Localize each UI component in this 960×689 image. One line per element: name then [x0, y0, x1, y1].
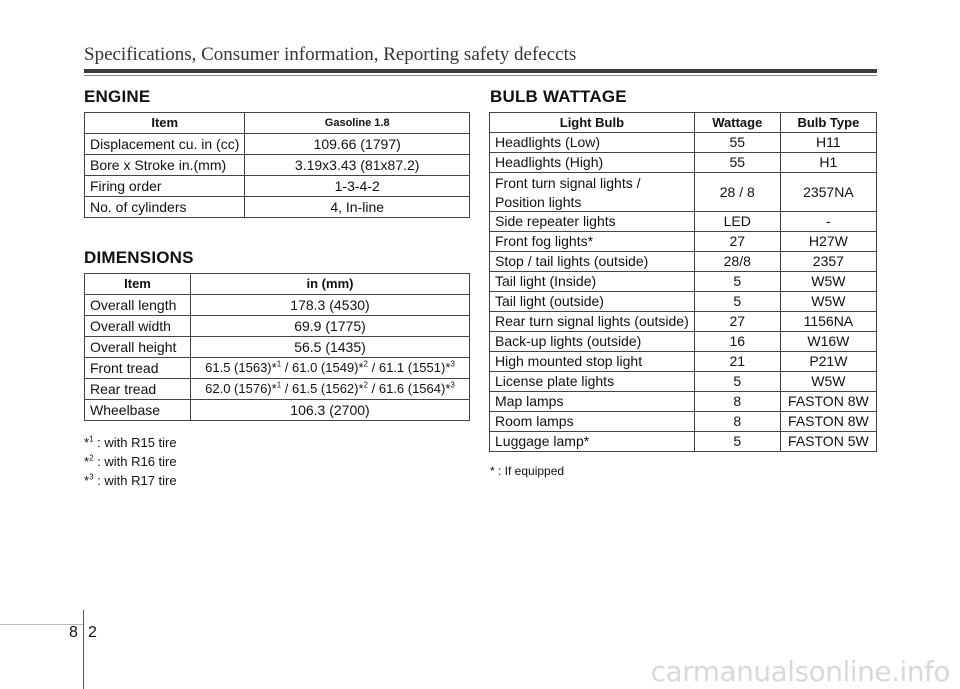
table-row — [490, 173, 877, 212]
table-cell: H11 — [780, 133, 876, 153]
footnote: *$^2$ : with R16 tire — [84, 453, 177, 469]
column-header: Light Bulb — [490, 113, 695, 133]
table-cell: Side repeater lights — [490, 212, 695, 232]
table-row — [85, 316, 470, 337]
table-cell: Tail light (outside) — [490, 292, 695, 312]
bulb-wattage-title: BULB WATTAGE — [490, 87, 627, 106]
footnote: *$^3$ : with R17 tire — [84, 472, 177, 488]
table-cell: 106.3 (2700) — [191, 400, 470, 421]
table-cell: 2357NA — [780, 173, 876, 212]
bulb-wattage-table — [489, 112, 877, 452]
table-row — [490, 332, 877, 352]
table-cell: Rear tread — [85, 379, 191, 400]
table-cell: 62.0 (1576)*$^1$ / 61.5 (1562)*$^2$ / 61.6 (1564)*$^3$ — [191, 379, 470, 400]
footer-divider — [83, 610, 84, 689]
table-cell: Room lamps — [490, 412, 695, 432]
dimensions-footnotes — [84, 433, 177, 490]
table-cell: Overall height — [85, 337, 191, 358]
dimensions-table — [84, 273, 470, 421]
table-row — [490, 232, 877, 252]
table-cell: 2357 — [780, 252, 876, 272]
table-row — [490, 272, 877, 292]
table-cell: 55 — [694, 133, 780, 153]
table-cell: Front turn signal lights / Position lights — [490, 173, 695, 212]
table-cell: Luggage lamp* — [490, 432, 695, 452]
table-cell: H1 — [780, 153, 876, 173]
table-row — [85, 134, 470, 155]
column-header: Gasoline 1.8 — [245, 113, 470, 134]
table-cell: 56.5 (1435) — [191, 337, 470, 358]
table-cell: 4, In-line — [245, 197, 470, 218]
table-cell: 55 — [694, 153, 780, 173]
table-cell: Bore x Stroke in.(mm) — [85, 155, 245, 176]
header-rule-thin — [84, 75, 877, 76]
table-cell: 28 / 8 — [694, 173, 780, 212]
table-row — [490, 372, 877, 392]
column-header: Bulb Type — [780, 113, 876, 133]
table-cell: 1156NA — [780, 312, 876, 332]
table-cell: Stop / tail lights (outside) — [490, 252, 695, 272]
dimensions-title: DIMENSIONS — [84, 248, 194, 267]
table-cell: 5 — [694, 432, 780, 452]
table-cell: 61.5 (1563)*$^1$ / 61.0 (1549)*$^2$ / 61.1 (1551)*$^3$ — [191, 358, 470, 379]
table-row — [490, 352, 877, 372]
table-row — [490, 133, 877, 153]
table-cell: 27 — [694, 312, 780, 332]
table-row — [85, 176, 470, 197]
engine-table — [84, 112, 470, 218]
table-cell: 109.66 (1797) — [245, 134, 470, 155]
table-cell: 1-3-4-2 — [245, 176, 470, 197]
table-row — [85, 337, 470, 358]
table-header-row — [490, 113, 877, 133]
engine-title: ENGINE — [84, 87, 151, 106]
bulb-footnote: * : If equipped — [490, 464, 565, 478]
table-row — [85, 400, 470, 421]
table-cell: 27 — [694, 232, 780, 252]
table-cell: W16W — [780, 332, 876, 352]
table-cell: FASTON 8W — [780, 392, 876, 412]
table-row — [85, 155, 470, 176]
table-cell: W5W — [780, 292, 876, 312]
table-header-row — [85, 113, 470, 134]
page-section-number: 8 — [69, 624, 78, 641]
table-cell: Overall length — [85, 295, 191, 316]
table-cell: FASTON 8W — [780, 412, 876, 432]
table-cell: Displacement cu. in (cc) — [85, 134, 245, 155]
header-rule — [84, 69, 877, 73]
table-cell: High mounted stop light — [490, 352, 695, 372]
table-cell: Firing order — [85, 176, 245, 197]
table-cell: 3.19x3.43 (81x87.2) — [245, 155, 470, 176]
column-header: in (mm) — [191, 274, 470, 295]
table-row — [490, 153, 877, 173]
table-row — [85, 379, 470, 400]
table-cell: No. of cylinders — [85, 197, 245, 218]
table-cell: Rear turn signal lights (outside) — [490, 312, 695, 332]
page-header-title: Specifications, Consumer information, Reporting safety defeccts — [84, 44, 577, 65]
table-cell: Overall width — [85, 316, 191, 337]
table-cell: W5W — [780, 372, 876, 392]
table-cell: 5 — [694, 272, 780, 292]
table-row — [490, 432, 877, 452]
table-cell: Front tread — [85, 358, 191, 379]
table-cell: 178.3 (4530) — [191, 295, 470, 316]
table-cell: - — [780, 212, 876, 232]
table-cell: Headlights (High) — [490, 153, 695, 173]
table-row — [85, 197, 470, 218]
table-row — [490, 252, 877, 272]
column-header: Item — [85, 113, 245, 134]
table-cell: 8 — [694, 392, 780, 412]
footnote: *$^1$ : with R15 tire — [84, 434, 177, 450]
table-cell: 5 — [694, 372, 780, 392]
table-cell: Back-up lights (outside) — [490, 332, 695, 352]
table-cell: Wheelbase — [85, 400, 191, 421]
table-row — [490, 392, 877, 412]
table-cell: LED — [694, 212, 780, 232]
table-cell: 8 — [694, 412, 780, 432]
table-cell: 28/8 — [694, 252, 780, 272]
table-cell: Headlights (Low) — [490, 133, 695, 153]
table-cell: P21W — [780, 352, 876, 372]
table-cell: 16 — [694, 332, 780, 352]
table-cell: Front fog lights* — [490, 232, 695, 252]
table-row — [490, 292, 877, 312]
table-cell: 69.9 (1775) — [191, 316, 470, 337]
table-row — [490, 212, 877, 232]
table-row — [85, 358, 470, 379]
table-row — [85, 295, 470, 316]
table-row — [490, 412, 877, 432]
table-cell: FASTON 5W — [780, 432, 876, 452]
table-cell: H27W — [780, 232, 876, 252]
watermark: carmanualsonline.info — [650, 655, 950, 688]
table-cell: Map lamps — [490, 392, 695, 412]
table-cell: License plate lights — [490, 372, 695, 392]
column-header: Item — [85, 274, 191, 295]
table-cell: W5W — [780, 272, 876, 292]
table-cell: Tail light (Inside) — [490, 272, 695, 292]
column-header: Wattage — [694, 113, 780, 133]
table-cell: 21 — [694, 352, 780, 372]
page-number: 2 — [88, 624, 97, 641]
table-header-row — [85, 274, 470, 295]
table-cell: 5 — [694, 292, 780, 312]
table-row — [490, 312, 877, 332]
